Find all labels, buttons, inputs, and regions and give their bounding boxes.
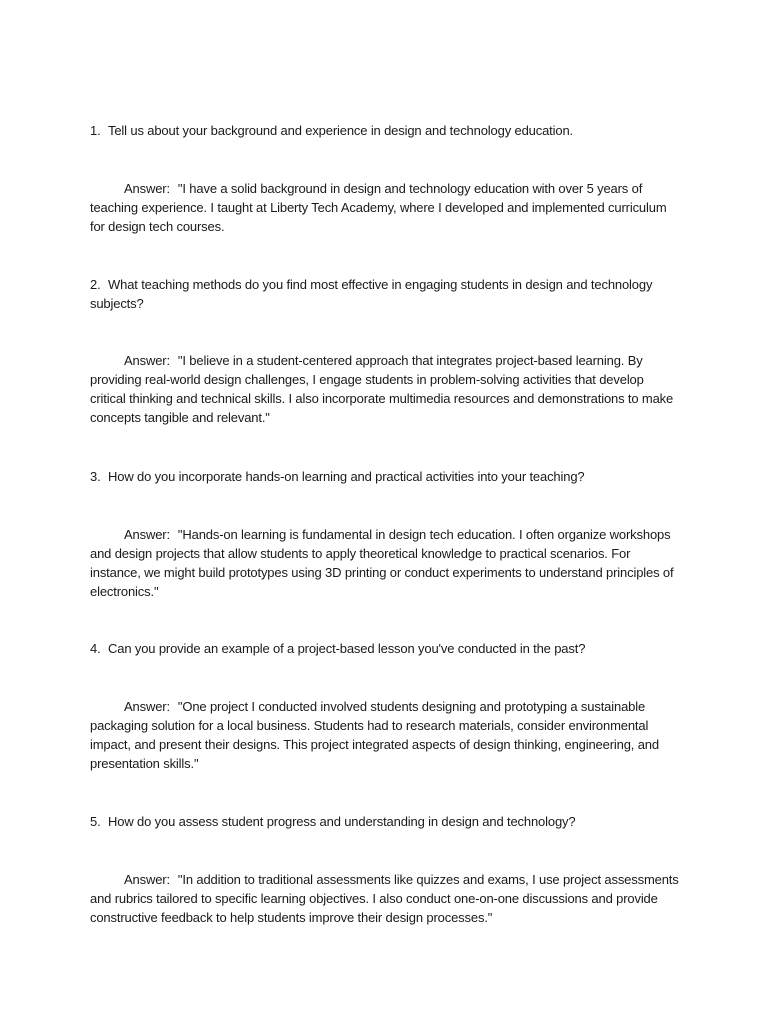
- answer-label: Answer:: [124, 181, 170, 196]
- answer-label: Answer:: [124, 699, 170, 714]
- answer-1: [90, 179, 682, 236]
- question-4: [90, 639, 690, 658]
- question-2: [90, 275, 660, 313]
- question-number: 1.: [90, 123, 101, 138]
- question-text: How do you incorporate hands-on learning and practical activities into your teaching?: [108, 469, 585, 484]
- answer-text: "One project I conducted involved students designing and prototyping a sustainable packaging solution for a local business. Students had to research materials, consider environmental impact, and present their designs. This project integrated aspects of design thinking, engineering, and presentation skills.": [90, 699, 659, 771]
- answer-label: Answer:: [124, 353, 170, 368]
- answer-5: [90, 870, 682, 927]
- answer-label: Answer:: [124, 872, 170, 887]
- question-number: 2.: [90, 277, 101, 292]
- answer-4: [90, 697, 682, 773]
- question-number: 4.: [90, 641, 101, 656]
- answer-text: "Hands-on learning is fundamental in design tech education. I often organize workshops and design projects that allow students to apply theoretical knowledge to practical scenarios. For instance, we might build prototypes using 3D printing or conduct experiments to understand principles of electronics.": [90, 527, 674, 599]
- question-5: [90, 812, 690, 831]
- answer-text: "I have a solid background in design and technology education with over 5 years of teaching experience. I taught at Liberty Tech Academy, where I developed and implemented curriculum for design tech courses.: [90, 181, 667, 234]
- answer-3: [90, 525, 682, 601]
- question-text: What teaching methods do you find most effective in engaging students in design and technology subjects?: [90, 277, 653, 311]
- answer-2: [90, 351, 682, 427]
- question-1: [90, 121, 690, 140]
- question-text: How do you assess student progress and understanding in design and technology?: [108, 814, 576, 829]
- question-number: 3.: [90, 469, 101, 484]
- question-text: Can you provide an example of a project-based lesson you've conducted in the past?: [108, 641, 586, 656]
- question-number: 5.: [90, 814, 101, 829]
- question-3: [90, 467, 690, 486]
- answer-text: "I believe in a student-centered approach that integrates project-based learning. By providing real-world design challenges, I engage students in problem-solving activities that develop critical thinking and technical skills. I also incorporate multimedia resources and demonstrations to make concepts tangible and relevant.": [90, 353, 674, 425]
- answer-text: "In addition to traditional assessments like quizzes and exams, I use project assessments and rubrics tailored to specific learning objectives. I also conduct one-on-one discussions and provide constructive feedback to help students improve their design processes.": [90, 872, 679, 925]
- question-text: Tell us about your background and experience in design and technology education.: [108, 123, 574, 138]
- answer-label: Answer:: [124, 527, 170, 542]
